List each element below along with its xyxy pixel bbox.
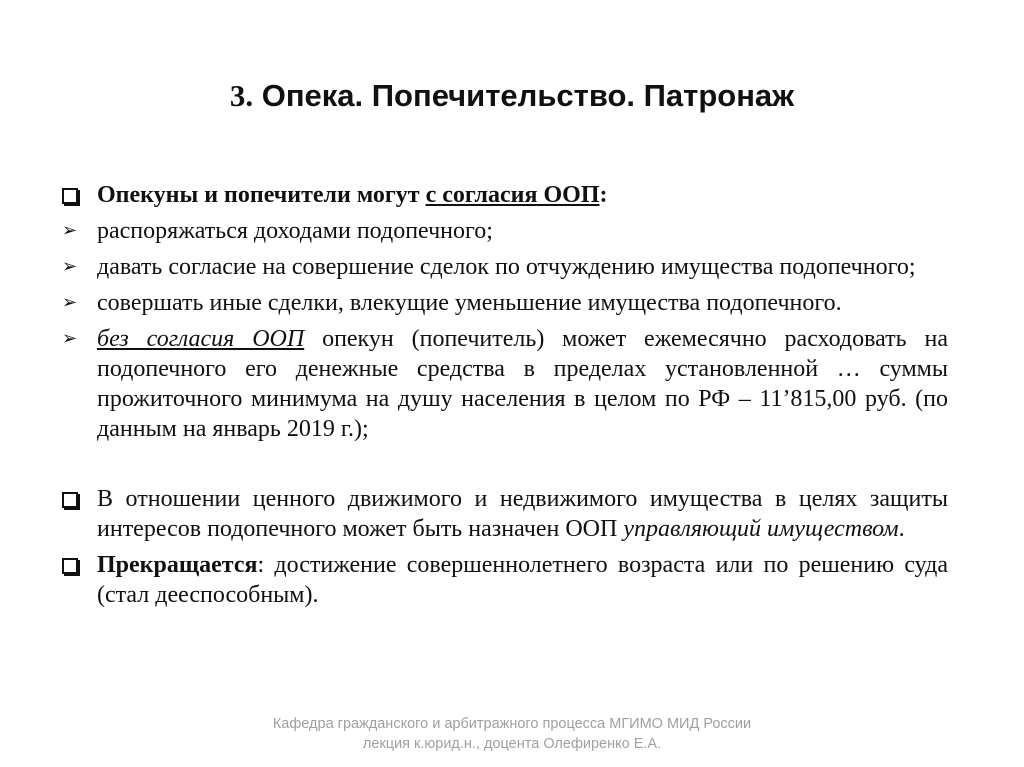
title-number: 3. [229, 78, 254, 113]
list-item-text: совершать иные сделки, влекущие уменьшение имущества подопечного. [97, 290, 842, 316]
list-item [62, 252, 948, 282]
footer [0, 714, 1024, 754]
list-item-without-consent [62, 324, 948, 444]
footer-line-1: Кафедра гражданского и арбитражного процесса МГИМО МИД России [272, 716, 752, 732]
footer-line-2: лекция к.юрид.н., доцента Олефиренко Е.А. [362, 736, 662, 752]
list-item-text: распоряжаться доходами подопечного; [97, 218, 493, 244]
arrow-bullet-icon: ➢ [62, 292, 78, 313]
square-bullet-icon [62, 484, 86, 516]
arrow-bullet-icon: ➢ [62, 220, 78, 241]
section-italic: управляющий имуществом [623, 516, 899, 542]
list-item-text: давать согласие на совершение сделок по отчуждению имущества подопечного; [97, 254, 916, 280]
section-text: : достижение совершеннолетнего возраста или по решению суда (стал дееспособным). [97, 552, 948, 608]
section-end: . [898, 516, 905, 542]
list-item-text: опекун (попечитель) может ежемесячно расходовать на подопечного его денежные средства в пределах установленной … суммы прожиточного минимума на душу населения в целом по РФ – 11’815,00 руб. (по данным на январь 2019 г.); [97, 326, 948, 442]
lead-underlined: с согласия ООП [425, 182, 600, 208]
arrow-bullet-icon: ➢ [62, 256, 78, 277]
termination-label: Прекращается [97, 552, 258, 578]
square-bullet-icon [62, 550, 86, 582]
section-termination [62, 550, 948, 610]
list-item [62, 216, 948, 246]
lead-colon: : [599, 182, 608, 208]
without-consent-label: без согласия ООП [97, 326, 305, 352]
section-text: В отношении ценного движимого и недвижимого имущества в целях защиты интересов подопечного может быть назначен ООП [97, 486, 948, 542]
title-text: Опека. Попечительство. Патронаж [261, 78, 795, 113]
arrow-bullet-icon: ➢ [62, 328, 78, 349]
section-heading-with-consent [62, 180, 948, 210]
slide-content [62, 180, 948, 616]
slide-title [0, 78, 1024, 114]
square-bullet-icon [62, 180, 86, 212]
section-property-manager [62, 484, 948, 544]
list-item [62, 288, 948, 318]
lead-text: Опекуны и попечители могут [97, 182, 426, 208]
